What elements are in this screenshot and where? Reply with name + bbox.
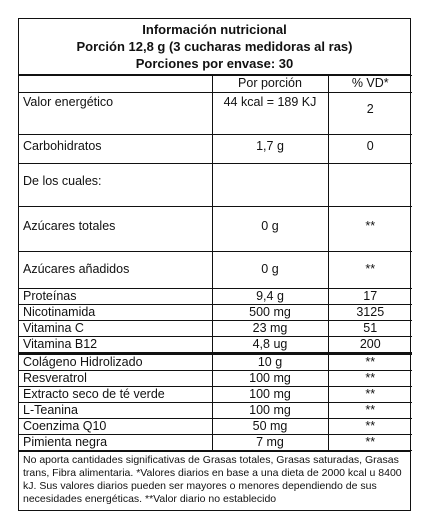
table-header-row: [19, 76, 412, 93]
nutrient-name: Azúcares añadidos: [19, 252, 212, 289]
table-row: [19, 93, 412, 135]
table-row: [19, 354, 412, 371]
nutrient-name: Valor energético: [19, 93, 212, 135]
table-row: [19, 435, 412, 451]
nutrient-daily-value: 17: [328, 289, 412, 305]
nutrient-amount: 50 mg: [212, 419, 328, 435]
nutrient-name: Coenzima Q10: [19, 419, 212, 435]
nutrient-name: Extracto seco de té verde: [19, 387, 212, 403]
nutrient-daily-value: **: [328, 403, 412, 419]
nutrient-amount: 100 mg: [212, 371, 328, 387]
nutrient-daily-value: **: [328, 387, 412, 403]
column-header-nutrient: [19, 76, 212, 93]
column-header-per-serving: Por porción: [212, 76, 328, 93]
nutrient-amount: 4,8 ug: [212, 337, 328, 354]
nutrient-daily-value: 2: [328, 93, 412, 135]
nutrient-amount: 0 g: [212, 207, 328, 252]
nutrient-name: Vitamina B12: [19, 337, 212, 354]
label-title: Información nutricional: [142, 22, 287, 37]
nutrient-amount: 10 g: [212, 354, 328, 371]
nutrient-name: L-Teanina: [19, 403, 212, 419]
nutrient-name: Carbohidratos: [19, 135, 212, 164]
nutrient-amount: 0 g: [212, 252, 328, 289]
nutrient-daily-value: [328, 164, 412, 207]
nutrient-amount: 100 mg: [212, 387, 328, 403]
nutrient-amount: 1,7 g: [212, 135, 328, 164]
column-header-daily-value: % VD*: [328, 76, 412, 93]
nutrient-amount: 23 mg: [212, 321, 328, 337]
nutrient-daily-value: **: [328, 419, 412, 435]
nutrient-amount: 100 mg: [212, 403, 328, 419]
nutrient-amount: [212, 164, 328, 207]
nutrient-daily-value: 200: [328, 337, 412, 354]
nutrient-daily-value: 51: [328, 321, 412, 337]
nutrient-daily-value: **: [328, 371, 412, 387]
table-row: [19, 371, 412, 387]
table-row: [19, 289, 412, 305]
table-row: [19, 403, 412, 419]
nutrient-daily-value: **: [328, 354, 412, 371]
servings-per-container: Porciones por envase: 30: [135, 56, 294, 71]
nutrient-amount: 500 mg: [212, 305, 328, 321]
table-row: [19, 419, 412, 435]
table-row: [19, 252, 412, 289]
table-row: [19, 337, 412, 354]
nutrient-daily-value: 3125: [328, 305, 412, 321]
nutrient-amount: 7 mg: [212, 435, 328, 451]
table-row: [19, 207, 412, 252]
nutrient-name: Pimienta negra: [19, 435, 212, 451]
table-row: [19, 135, 412, 164]
serving-size: Porción 12,8 g (3 cucharas medidoras al ras): [76, 39, 353, 54]
label-header: [19, 19, 410, 75]
nutrient-name: Colágeno Hidrolizado: [19, 354, 212, 371]
nutrient-daily-value: **: [328, 207, 412, 252]
nutrient-name: Resveratrol: [19, 371, 212, 387]
table-row: [19, 305, 412, 321]
nutrient-amount: 44 kcal = 189 KJ: [212, 93, 328, 135]
nutrient-amount: 9,4 g: [212, 289, 328, 305]
nutrient-name: Vitamina C: [19, 321, 212, 337]
nutrient-name: Nicotinamida: [19, 305, 212, 321]
nutrition-table: [19, 75, 412, 451]
nutrient-daily-value: **: [328, 252, 412, 289]
footnote: No aporta cantidades significativas de Grasas totales, Grasas saturadas, Grasas trans, Fibra alimentaria. *Valores diarios en base a una dieta de 2000 kcal u 8400 kJ. Sus valores diarios pueden ser mayores o menores dependiendo de sus necesidades energéticas. **Valor diario no establecido: [19, 451, 410, 510]
table-row: [19, 387, 412, 403]
table-row: [19, 164, 412, 207]
nutrient-name: Proteínas: [19, 289, 212, 305]
nutrient-name: De los cuales:: [19, 164, 212, 207]
nutrition-facts-label: [18, 18, 411, 511]
nutrient-daily-value: 0: [328, 135, 412, 164]
nutrient-daily-value: **: [328, 435, 412, 451]
nutrient-name: Azúcares totales: [19, 207, 212, 252]
table-row: [19, 321, 412, 337]
